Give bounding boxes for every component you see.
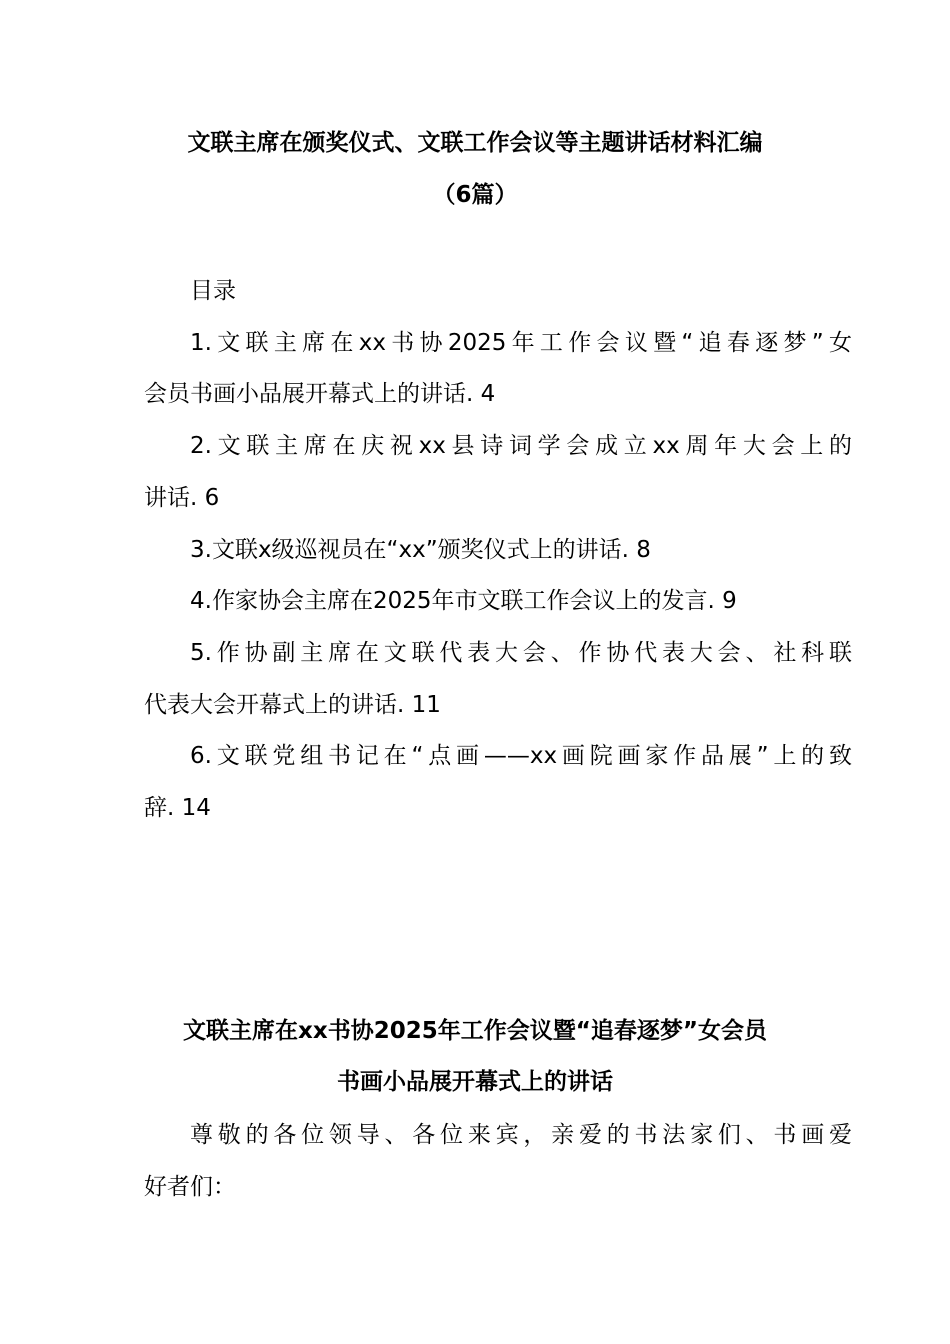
toc-entry-3[interactable]: 3.文联x级巡视员在“xx”颁奖仪式上的讲话. 8 [190,537,651,563]
toc-entry-6-line-1[interactable]: 6.文联党组书记在“点画——xx画院画家作品展”上的致 [190,743,852,769]
toc-entry-2-line-2[interactable]: 讲话. 6 [144,485,220,511]
toc-entry-6-line-2[interactable]: 辞. 14 [144,795,211,821]
toc-entry-5-line-2[interactable]: 代表大会开幕式上的讲话. 11 [144,692,441,718]
toc-entry-4[interactable]: 4.作家协会主席在2025年市文联工作会议上的发言. 9 [190,588,737,614]
toc-entry-2-line-1[interactable]: 2.文联主席在庆祝xx县诗词学会成立xx周年大会上的 [190,433,852,459]
document-title-line-1: 文联主席在颁奖仪式、文联工作会议等主题讲话材料汇编 [187,130,763,156]
toc-entry-1-line-2[interactable]: 会员书画小品展开幕式上的讲话. 4 [144,381,496,407]
toc-entry-1-line-1[interactable]: 1.文联主席在xx书协2025年工作会议暨“追春逐梦”女 [190,330,852,356]
document-title-line-2: （6篇） [432,182,518,208]
toc-heading: 目录 [190,278,236,304]
section-title-line-2: 书画小品展开幕式上的讲话 [337,1069,613,1095]
section-title-line-1: 文联主席在xx书协2025年工作会议暨“追春逐梦”女会员 [183,1018,767,1044]
greeting-line-2: 好者们： [144,1174,236,1200]
greeting-line-1: 尊敬的各位领导、各位来宾，亲爱的书法家们、书画爱 [190,1122,852,1148]
toc-entry-5-line-1[interactable]: 5.作协副主席在文联代表大会、作协代表大会、社科联 [190,640,852,666]
